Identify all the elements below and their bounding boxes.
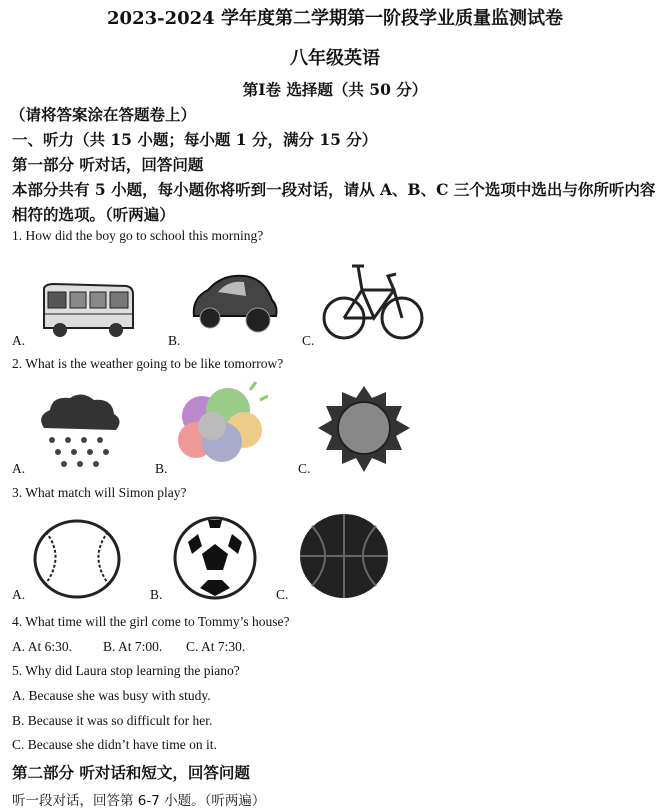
section-heading-listening: 一、听力（共 15 小题；每小题 1 分，满分 15 分） xyxy=(12,130,378,149)
q2-label-b: B. xyxy=(155,461,168,476)
q1-label-c: C. xyxy=(302,333,315,348)
part1-heading: 第一部分 听对话，回答问题 xyxy=(12,155,204,174)
baseball-icon xyxy=(32,518,122,600)
q4-option-c: C. At 7:30. xyxy=(186,639,246,654)
q4-option-a: A. At 6:30. xyxy=(12,639,73,654)
q3-label-b: B. xyxy=(150,587,163,602)
car-icon xyxy=(188,268,280,338)
q5-option-c: C. Because she didn’t have time on it. xyxy=(12,737,217,752)
basketball-icon xyxy=(298,512,390,600)
question-1: 1. How did the boy go to school this morning? xyxy=(12,228,264,243)
bus-icon xyxy=(38,282,136,340)
exam-subject: 八年级英语 xyxy=(290,48,380,69)
rain-cloud-icon xyxy=(34,390,124,470)
q3-label-c: C. xyxy=(276,587,289,602)
question-3: 3. What match will Simon play? xyxy=(12,485,187,500)
q1-label-b: B. xyxy=(168,333,181,348)
cloudy-icon xyxy=(172,380,268,472)
soccer-ball-icon xyxy=(170,512,260,600)
question-4: 4. What time will the girl come to Tommy’s house? xyxy=(12,614,290,629)
part2-heading: 第二部分 听对话和短文，回答问题 xyxy=(12,763,250,782)
answer-note: （请将答案涂在答题卷上） xyxy=(10,105,197,124)
q1-label-a: A. xyxy=(12,333,26,348)
exam-title: 2023-2024 学年度第二学期第一阶段学业质量监测试卷 xyxy=(107,8,563,29)
question-2: 2. What is the weather going to be like tomorrow? xyxy=(12,356,284,371)
sun-icon xyxy=(316,384,412,474)
bicycle-icon xyxy=(322,256,424,344)
volume-heading: 第Ⅰ卷 选择题（共 50 分） xyxy=(242,80,428,99)
q2-label-a: A. xyxy=(12,461,26,476)
q3-label-a: A. xyxy=(12,587,26,602)
part2-line: 听一段对话，回答第 6-7 小题。（听两遍） xyxy=(12,793,266,809)
instruction-line-1: 本部分共有 5 小题，每小题你将听到一段对话，请从 A、B、C 三个选项中选出与你所听内容 xyxy=(12,180,656,199)
q5-option-a: A. Because she was busy with study. xyxy=(12,688,211,703)
q4-option-b: B. At 7:00. xyxy=(103,639,163,654)
question-5: 5. Why did Laura stop learning the piano? xyxy=(12,663,240,678)
q2-label-c: C. xyxy=(298,461,311,476)
q5-option-b: B. Because it was so difficult for her. xyxy=(12,713,213,728)
instruction-line-2: 相符的选项。（听两遍） xyxy=(12,205,175,224)
